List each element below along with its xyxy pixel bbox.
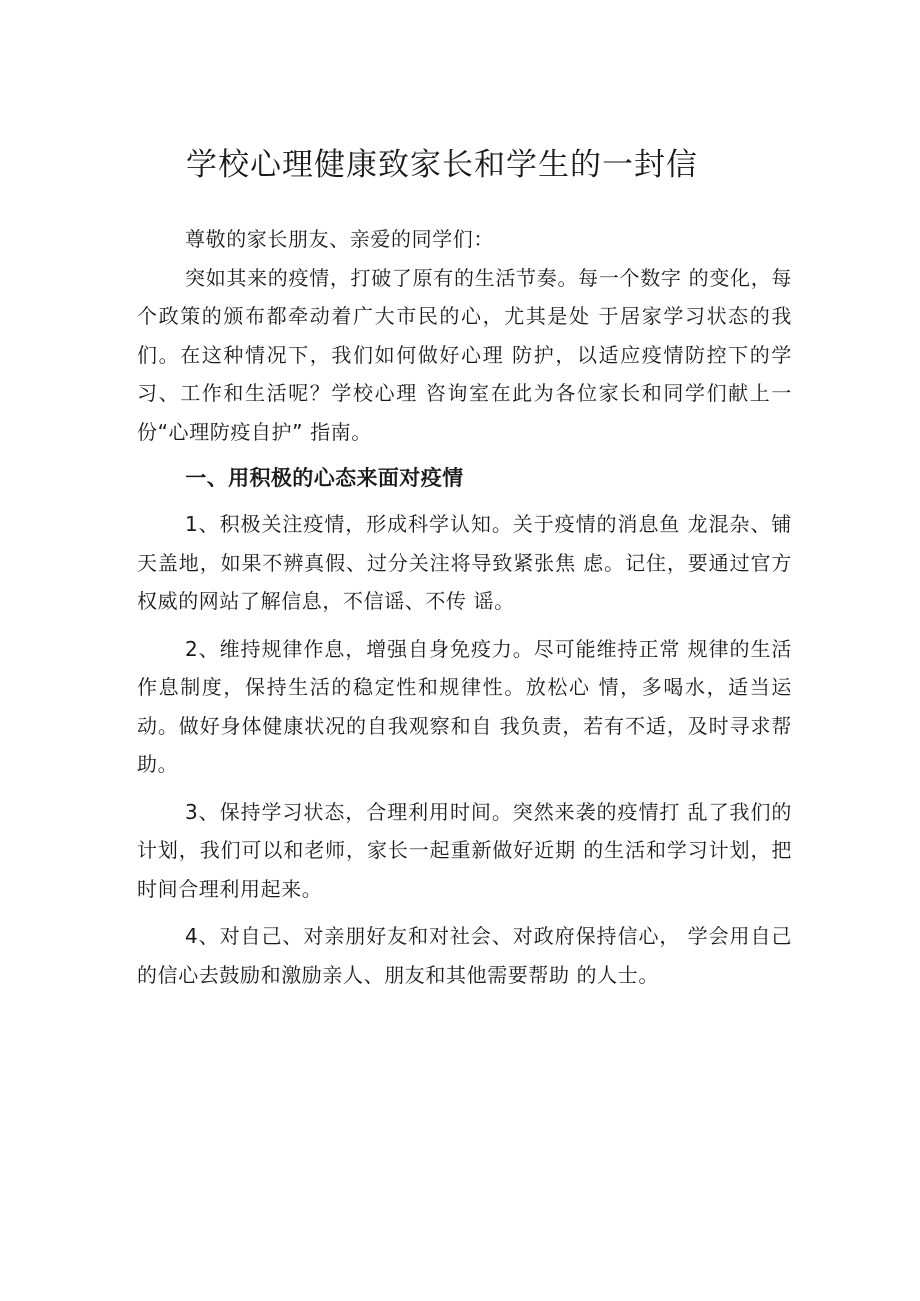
greeting-paragraph: 尊敬的家长朋友、亲爱的同学们：: [185, 227, 494, 251]
list-item: 1、积极关注疫情，形成科学认知。关于疫情的消息鱼 龙混杂、铺天盖地，如果不辨真假、过分关注将导致紧张焦 虑。记住，要通过官方权威的网站了解信息，不信谣、不传 谣。: [137, 512, 792, 613]
intro-paragraph: 突如其来的疫情，打破了原有的生活节奏。每一个数字 的变化，每个政策的颁布都牵动着广大市民的心，尤其是处 于居家学习状态的我们。在这种情况下，我们如何做好心理 防护，以适应疫情防控下的学习、工作和生活呢？学校心理 咨询室在此为各位家长和同学们献上一份“心理防疫自护” 指南。: [137, 265, 792, 444]
document-title: 学校心理健康致家长和学生的一封信: [186, 147, 698, 183]
list-item: 4、对自己、对亲朋好友和对社会、对政府保持信心， 学会用自己的信心去鼓励和激励亲人、朋友和其他需要帮助 的人士。: [137, 924, 792, 987]
list-item: 3、保持学习状态，合理利用时间。突然来袭的疫情打 乱了我们的计划，我们可以和老师，家长一起重新做好近期 的生活和学习计划，把时间合理利用起来。: [137, 799, 792, 901]
list-item: 2、维持规律作息，增强自身免疫力。尽可能维持正常 规律的生活作息制度，保持生活的稳定性和规律性。放松心 情，多喝水，适当运动。做好身体健康状况的自我观察和自 我负责，若有不适，及时寻求帮助。: [137, 636, 792, 776]
section-heading: 一、用积极的心态来面对疫情: [185, 466, 464, 490]
document-body: [137, 220, 792, 1003]
